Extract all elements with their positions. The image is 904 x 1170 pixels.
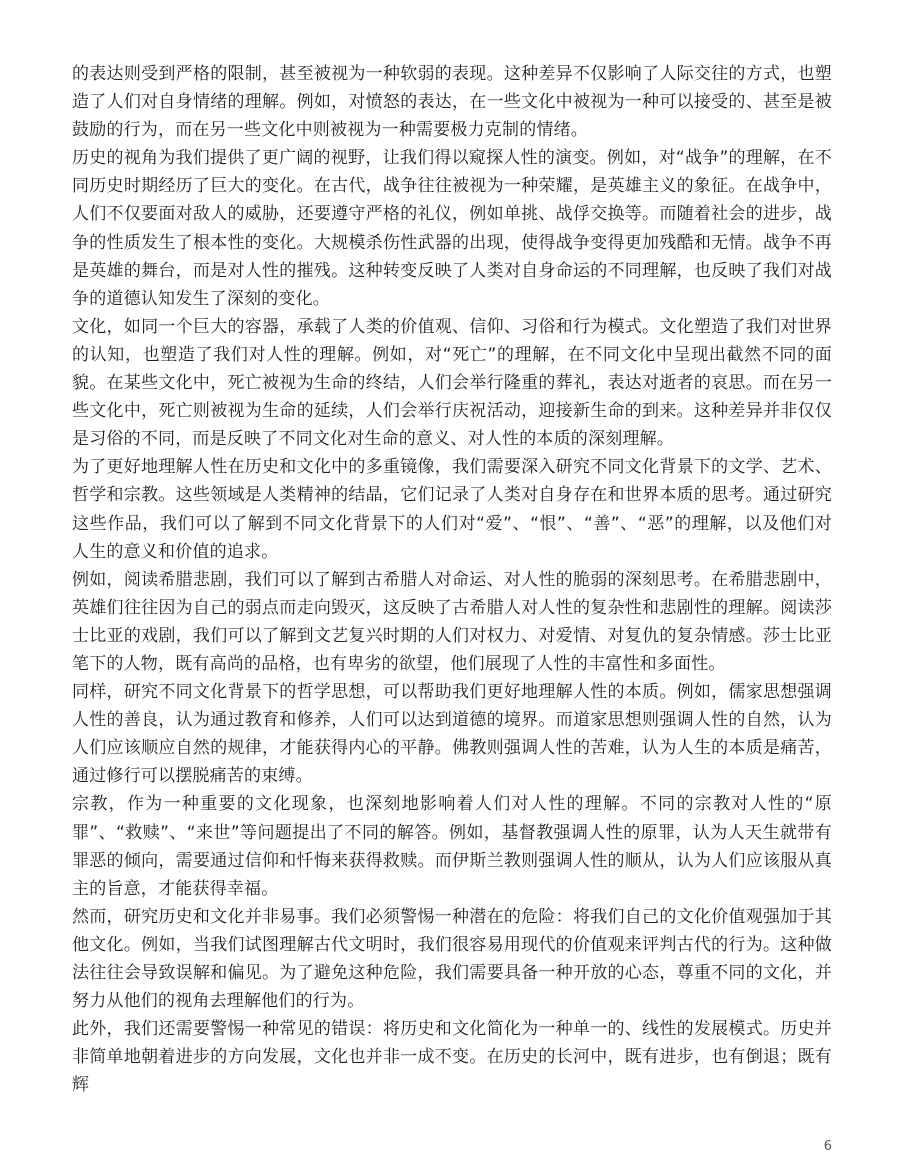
paragraph-literature-art: 为了更好地理解人性在历史和文化中的多重镜像，我们需要深入研究不同文化背景下的文学、艺术、哲学和宗教。这些领域是人类精神的结晶，它们记录了人类对自身存在和世界本质的思考。通过研究这些作品，我们可以了解到不同文化背景下的人们对“爱”、“恨”、“善”、“恶”的理解，以及他们对人生的意义和价值的追求。 bbox=[72, 457, 832, 562]
paragraph-greek-tragedy: 例如，阅读希腊悲剧，我们可以了解到古希腊人对命运、对人性的脆弱的深刻思考。在希腊悲剧中，英雄们往往因为自己的弱点而走向毁灭，这反映了古希腊人对人性的复杂性和悲剧性的理解。阅读莎士比亚的戏剧，我们可以了解到文艺复兴时期的人们对权力、对爱情、对复仇的复杂情感。莎士比亚笔下的人物，既有高尚的品格，也有卑劣的欲望，他们展现了人性的丰富性和多面性。 bbox=[72, 569, 832, 674]
document-page bbox=[72, 60, 832, 1110]
paragraph-culture-death: 文化，如同一个巨大的容器，承载了人类的价值观、信仰、习俗和行为模式。文化塑造了我们对世界的认知，也塑造了我们对人性的理解。例如，对“死亡”的理解，在不同文化中呈现出截然不同的面貌。在某些文化中，死亡被视为生命的终结，人们会举行隆重的葬礼，表达对逝者的哀思。而在另一些文化中，死亡则被视为生命的延续，人们会举行庆祝活动，迎接新生命的到来。这种差异并非仅仅是习俗的不同，而是反映了不同文化对生命的意义、对人性的本质的深刻理解。 bbox=[72, 316, 832, 450]
paragraph-cultural-bias: 然而，研究历史和文化并非易事。我们必须警惕一种潜在的危险：将我们自己的文化价值观强加于其他文化。例如，当我们试图理解古代文明时，我们很容易用现代的价值观来评判古代的行为。这种做法往往会导致误解和偏见。为了避免这种危险，我们需要具备一种开放的心态，尊重不同的文化，并努力从他们的视角去理解他们的行为。 bbox=[72, 906, 832, 1012]
page-number: 6 bbox=[823, 1139, 832, 1154]
paragraph-philosophy: 同样，研究不同文化背景下的哲学思想，可以帮助我们更好地理解人性的本质。例如，儒家思想强调人性的善良，认为通过教育和修养，人们可以达到道德的境界。而道家思想则强调人性的自然，认为人们应该顺应自然的规律，才能获得内心的平静。佛教则强调人性的苦难，认为人生的本质是痛苦，通过修行可以摆脱痛苦的束缚。 bbox=[72, 682, 832, 787]
paragraph-emotion-expression: 的表达则受到严格的限制，甚至被视为一种软弱的表现。这种差异不仅影响了人际交往的方式，也塑造了人们对自身情绪的理解。例如，对愤怒的表达，在一些文化中被视为一种可以接受的、甚至是被鼓励的行为，而在另一些文化中则被视为一种需要极力克制的情绪。 bbox=[72, 64, 832, 141]
paragraph-religion: 宗教，作为一种重要的文化现象，也深刻地影响着人们对人性的理解。不同的宗教对人性的“原罪”、“救赎”、“来世”等问题提出了不同的解答。例如，基督教强调人性的原罪，认为人天生就带有罪恶的倾向，需要通过信仰和忏悔来获得救赎。而伊斯兰教则强调人性的顺从，认为人们应该服从真主的旨意，才能获得幸福。 bbox=[72, 794, 832, 899]
paragraph-history-war: 历史的视角为我们提供了更广阔的视野，让我们得以窥探人性的演变。例如，对“战争”的理解，在不同历史时期经历了巨大的变化。在古代，战争往往被视为一种荣耀，是英雄主义的象征。在战争中，人们不仅要面对敌人的威胁，还要遵守严格的礼仪，例如单挑、战俘交换等。而随着社会的进步，战争的性质发生了根本性的变化。大规模杀伤性武器的出现，使得战争变得更加残酷和无情。战争不再是英雄的舞台，而是对人性的摧残。这种转变反映了人类对自身命运的不同理解，也反映了我们对战争的道德认知发生了深刻的变化。 bbox=[72, 148, 832, 309]
paragraph-linear-history: 此外，我们还需要警惕一种常见的错误：将历史和文化简化为一种单一的、线性的发展模式。历史并非简单地朝着进步的方向发展，文化也并非一成不变。在历史的长河中，既有进步，也有倒退；既有辉 bbox=[72, 1019, 832, 1096]
